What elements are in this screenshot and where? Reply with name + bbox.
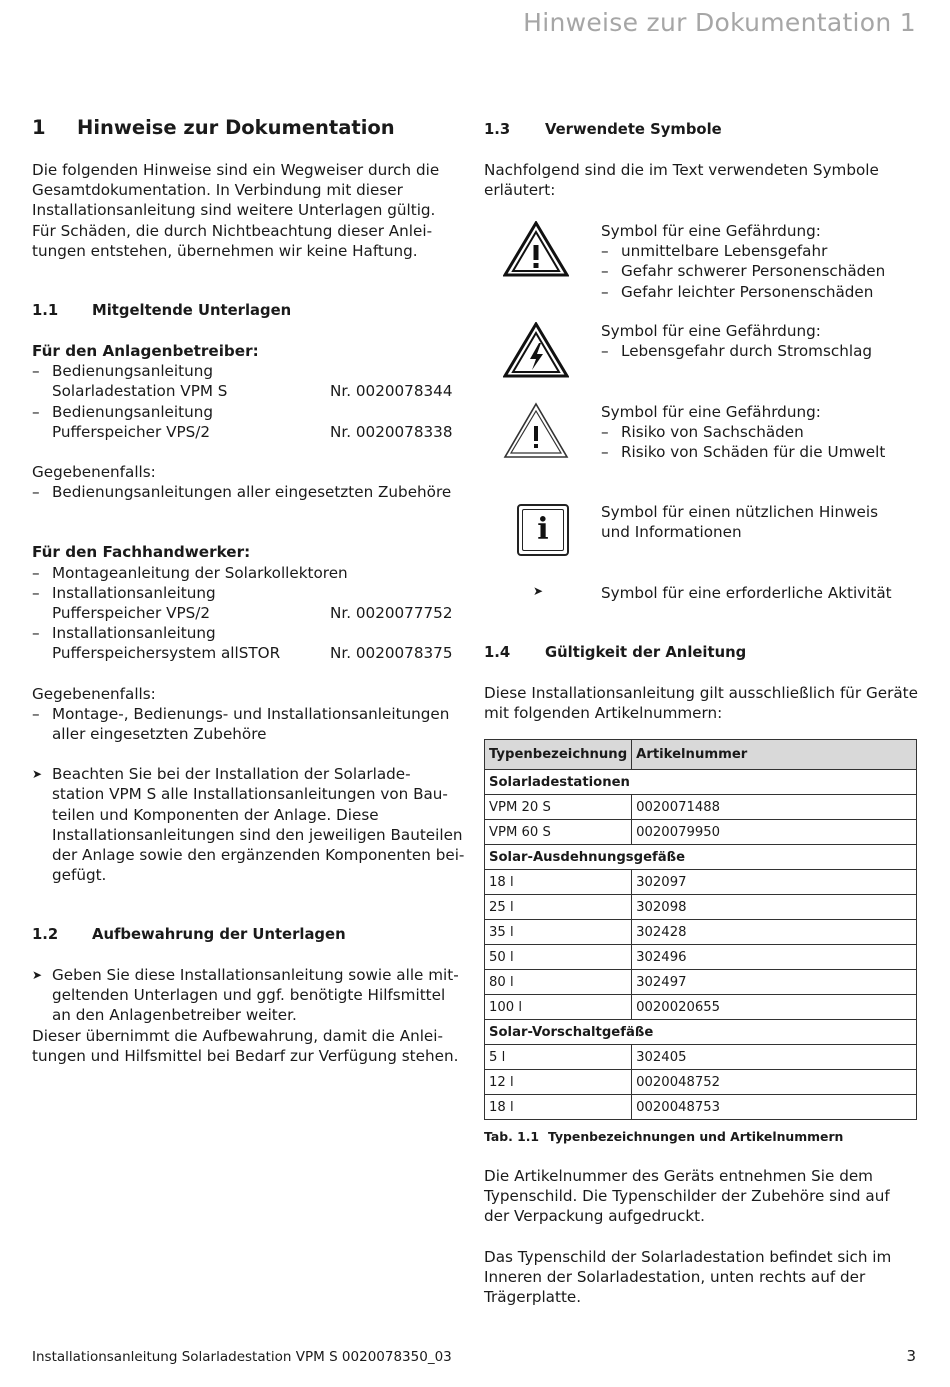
type-plate-paragraph: Die Artikelnummer des Geräts entnehmen Sie dem Typenschild. Die Typenschilder der Zubehöre sind auf der Verpackung aufgedruckt. Das Typenschild der Solarladestation befindet sich im Inneren der Solarladestation, unten rechts auf der Trägerplatte. — [484, 1167, 892, 1307]
list-item: – Bedienungsanleitung — [32, 362, 213, 381]
document-number: Nr. 0020077752 — [330, 604, 453, 623]
electric-shock-icon — [503, 322, 569, 378]
document-number: Nr. 0020078338 — [330, 422, 453, 441]
symbol-5-description: Symbol für eine erforderliche Aktivität — [601, 584, 892, 602]
symbol-4-description: Symbol für einen nützlichen Hinweis und Informationen — [601, 503, 878, 542]
caution-icon — [503, 402, 569, 459]
article-number-table — [484, 739, 917, 1120]
symbol-2-description: Symbol für eine Gefährdung: – Lebensgefahr durch Stromschlag — [601, 322, 873, 361]
column-header-article: Artikelnummer — [632, 740, 917, 770]
running-header: Hinweise zur Dokumentation 1 — [523, 8, 916, 37]
footer-document-id: Installationsanleitung Solarladestation VPM S 0020078350_03 — [32, 1349, 452, 1365]
document-number: Nr. 0020078344 — [330, 382, 453, 401]
optional-label: Gegebenenfalls: — [32, 463, 156, 482]
section-1-1-number: 1.1 — [32, 302, 59, 319]
table-row: 50 l 302496 — [485, 945, 917, 970]
action-note: ➤ Beachten Sie bei der Installation der Solarlade- station VPM S alle Installationsanleitungen von Bau- teilen und Komponenten der Anlage. Diese Installationsanleitungen sind den jeweiligen Bauteilen der Anlage sowie den ergänzenden Komponenten bei- gefügt. — [32, 765, 465, 885]
optional-label: Gegebenenfalls: — [32, 684, 156, 703]
list-item: – Bedienungsanleitungen aller eingesetzten Zubehöre — [32, 483, 452, 502]
list-item: – Montageanleitung der Solarkollektoren — [32, 563, 348, 582]
list-item: – Bedienungsanleitung — [32, 402, 213, 421]
intro-line: Gesamtdokumentation. In Verbindung mit dieser — [32, 181, 403, 200]
table-row: 18 l 0020048753 — [485, 1095, 917, 1120]
action-note: ➤ Geben Sie diese Installationsanleitung sowie alle mit- geltenden Unterlagen und ggf. benötigte Hilfsmittel an den Anlagenbetreiber weiter. — [32, 966, 459, 1025]
table-row: 100 l 0020020655 — [485, 995, 917, 1020]
arrow-icon: ➤ — [32, 767, 43, 782]
table-row: 12 l 0020048752 — [485, 1070, 917, 1095]
section-1-3-title: Verwendete Symbole — [545, 121, 722, 138]
table-row: 35 l 302428 — [485, 920, 917, 945]
validity-intro: Diese Installationsanleitung gilt ausschließlich für Geräte mit folgenden Artikelnummern: — [484, 684, 918, 723]
storage-note: ➤ Geben Sie diese Installationsanleitung sowie alle mit- geltenden Unterlagen und ggf. benötigte Hilfsmittel an den Anlagenbetreiber weiter. Dieser übernimmt die Aufbewahrung, damit die Anlei- tungen und Hilfsmittel bei Bedarf zur Verfügung stehen. — [32, 966, 459, 1065]
table-row: VPM 60 S 0020079950 — [485, 820, 917, 845]
table-row: 80 l 302497 — [485, 970, 917, 995]
section-1-1-title: Mitgeltende Unterlagen — [92, 302, 292, 319]
table-group-row: Solarladestationen — [485, 770, 917, 795]
table-row: 25 l 302098 — [485, 895, 917, 920]
list-item: aller eingesetzten Zubehöre — [52, 725, 267, 744]
arrow-icon: ➤ — [32, 968, 43, 982]
list-item: – Installationsanleitung — [32, 624, 216, 643]
section-1-title: Hinweise zur Dokumentation — [77, 116, 395, 139]
section-1-2-number: 1.2 — [32, 926, 59, 943]
intro-line: Installationsanleitung sind weitere Unterlagen gültig. — [32, 201, 436, 220]
page-number: 3 — [906, 1347, 916, 1365]
list-item: Pufferspeicher VPS/2 Nr. 0020077752 — [52, 604, 453, 623]
intro-line: Die folgenden Hinweise sind ein Wegweiser durch die — [32, 161, 440, 179]
table-caption-number: Tab. 1.1 — [484, 1129, 540, 1144]
document-number: Nr. 0020078375 — [330, 644, 453, 663]
list-item: Solarladestation VPM S Nr. 0020078344 — [52, 382, 453, 401]
intro-line: Für Schäden, die durch Nichtbeachtung dieser Anlei- — [32, 221, 433, 240]
list-item: Pufferspeichersystem allSTOR Nr. 0020078375 — [52, 644, 453, 663]
section-1-number: 1 — [32, 116, 46, 139]
table-group-row: Solar-Vorschaltgefäße — [485, 1020, 917, 1045]
list-item: – Montage-, Bedienungs- und Installationsanleitungen — [32, 704, 450, 723]
table-caption: Typenbezeichnungen und Artikelnummern — [548, 1129, 844, 1144]
info-icon: i — [517, 504, 569, 556]
table-row: VPM 20 S 0020071488 — [485, 795, 917, 820]
section-1-intro — [32, 160, 439, 261]
warning-icon — [503, 221, 569, 277]
table-header-row — [485, 740, 917, 770]
operator-label: Für den Anlagenbetreiber: — [32, 342, 259, 360]
section-1-2-title: Aufbewahrung der Unterlagen — [92, 926, 346, 943]
intro-line: tungen entstehen, übernehmen wir keine Haftung. — [32, 241, 418, 260]
table-row: 5 l 302405 — [485, 1045, 917, 1070]
list-item: – Installationsanleitung — [32, 583, 216, 602]
table-group-row: Solar-Ausdehnungsgefäße — [485, 845, 917, 870]
symbol-1-description: Symbol für eine Gefährdung: – unmittelbare Lebensgefahr – Gefahr schwerer Personenschäden – Gefahr leichter Personenschäden — [601, 222, 886, 301]
arrow-icon: ➤ — [533, 584, 544, 598]
symbols-intro: Nachfolgend sind die im Text verwendeten Symbole erläutert: — [484, 161, 879, 200]
section-1-4-title: Gültigkeit der Anleitung — [545, 644, 747, 661]
section-1-3-number: 1.3 — [484, 121, 511, 138]
table-row: 18 l 302097 — [485, 870, 917, 895]
referenced-documents — [32, 341, 465, 885]
section-1-4-number: 1.4 — [484, 644, 511, 661]
installer-label: Für den Fachhandwerker: — [32, 543, 251, 562]
symbol-3-description: Symbol für eine Gefährdung: – Risiko von Sachschäden – Risiko von Schäden für die Umwelt — [601, 403, 886, 462]
column-header-type: Typenbezeichnung — [485, 740, 632, 770]
list-item: Pufferspeicher VPS/2 Nr. 0020078338 — [52, 422, 453, 441]
